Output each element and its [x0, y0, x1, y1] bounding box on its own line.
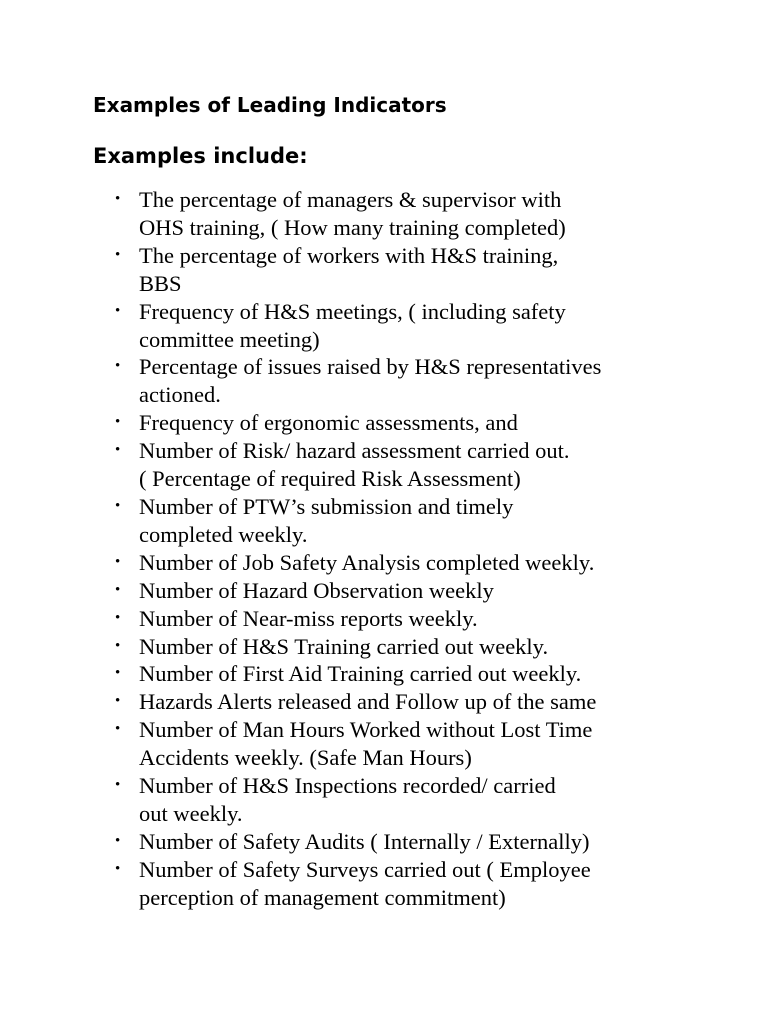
list-item-line: Number of H&S Inspections recorded/ carried: [139, 773, 556, 799]
list-item: [113, 828, 713, 856]
list-item-line: The percentage of managers & supervisor with: [139, 187, 562, 212]
list-item-line: Hazards Alerts released and Follow up of the same: [139, 689, 597, 715]
list-item: [113, 577, 713, 605]
bullet-icon: •: [115, 665, 121, 682]
list-item-line: Number of PTW’s submission and timely: [139, 493, 514, 519]
bullet-icon: •: [115, 860, 121, 877]
list-item: [113, 298, 713, 354]
list-item: [113, 493, 713, 549]
list-item: [113, 856, 713, 912]
list-item-line: Number of Safety Surveys carried out ( Employee: [139, 856, 591, 882]
list-item: [113, 409, 713, 437]
bullet-icon: •: [115, 553, 121, 570]
list-item: [113, 437, 713, 493]
bullet-icon: •: [115, 414, 121, 431]
list-item-line: perception of management commitment): [139, 884, 506, 910]
bullet-icon: •: [115, 497, 121, 514]
list-item-line: Number of Job Safety Analysis completed weekly.: [139, 549, 595, 575]
list-item: [113, 772, 713, 828]
list-item-line: Number of H&S Training carried out weekly.: [139, 633, 549, 659]
bullet-icon: •: [115, 832, 121, 849]
bullet-icon: •: [115, 581, 121, 598]
list-item: [113, 605, 713, 633]
list-item-line: The percentage of workers with H&S training,: [139, 242, 559, 268]
list-item: [113, 716, 713, 772]
list-item: [113, 633, 713, 661]
list-item-line: Number of Man Hours Worked without Lost Time: [139, 717, 593, 743]
list-item-line: actioned.: [139, 382, 221, 408]
document-subtitle: Examples include:: [93, 144, 308, 168]
bullet-icon: •: [115, 302, 121, 319]
bullet-icon: •: [115, 609, 121, 626]
list-item-line: Percentage of issues raised by H&S representatives: [139, 354, 602, 380]
document-title: Examples of Leading Indicators: [93, 93, 447, 117]
indicator-list: [113, 186, 713, 912]
list-item-line: OHS training, ( How many training completed): [139, 214, 566, 240]
list-item-line: ( Percentage of required Risk Assessment): [139, 466, 521, 492]
bullet-icon: •: [115, 693, 121, 710]
bullet-icon: •: [115, 246, 121, 263]
list-item: [113, 353, 713, 409]
list-item: [113, 549, 713, 577]
list-item: [113, 660, 713, 688]
list-item-line: Frequency of ergonomic assessments, and: [139, 410, 518, 436]
bullet-icon: •: [115, 442, 121, 459]
list-item-line: out weekly.: [139, 800, 243, 826]
list-item-line: Number of Near-miss reports weekly.: [139, 605, 478, 631]
list-item-line: Number of Risk/ hazard assessment carried out.: [139, 438, 570, 464]
list-item: [113, 688, 713, 716]
list-item-line: Number of Hazard Observation weekly: [139, 577, 494, 603]
list-item: [113, 242, 713, 298]
list-item-line: committee meeting): [139, 326, 320, 352]
bullet-icon: •: [115, 777, 121, 794]
list-item-line: Number of First Aid Training carried out weekly.: [139, 661, 582, 687]
list-item-line: BBS: [139, 270, 182, 296]
bullet-icon: •: [115, 358, 121, 375]
bullet-icon: •: [115, 191, 121, 207]
list-item-line: Number of Safety Audits ( Internally / Externally): [139, 828, 590, 854]
bullet-icon: •: [115, 637, 121, 654]
list-item-line: completed weekly.: [139, 521, 308, 547]
list-item-line: Frequency of H&S meetings, ( including safety: [139, 298, 566, 324]
bullet-icon: •: [115, 721, 121, 738]
list-item-line: Accidents weekly. (Safe Man Hours): [139, 745, 472, 771]
list-item: [113, 186, 713, 242]
